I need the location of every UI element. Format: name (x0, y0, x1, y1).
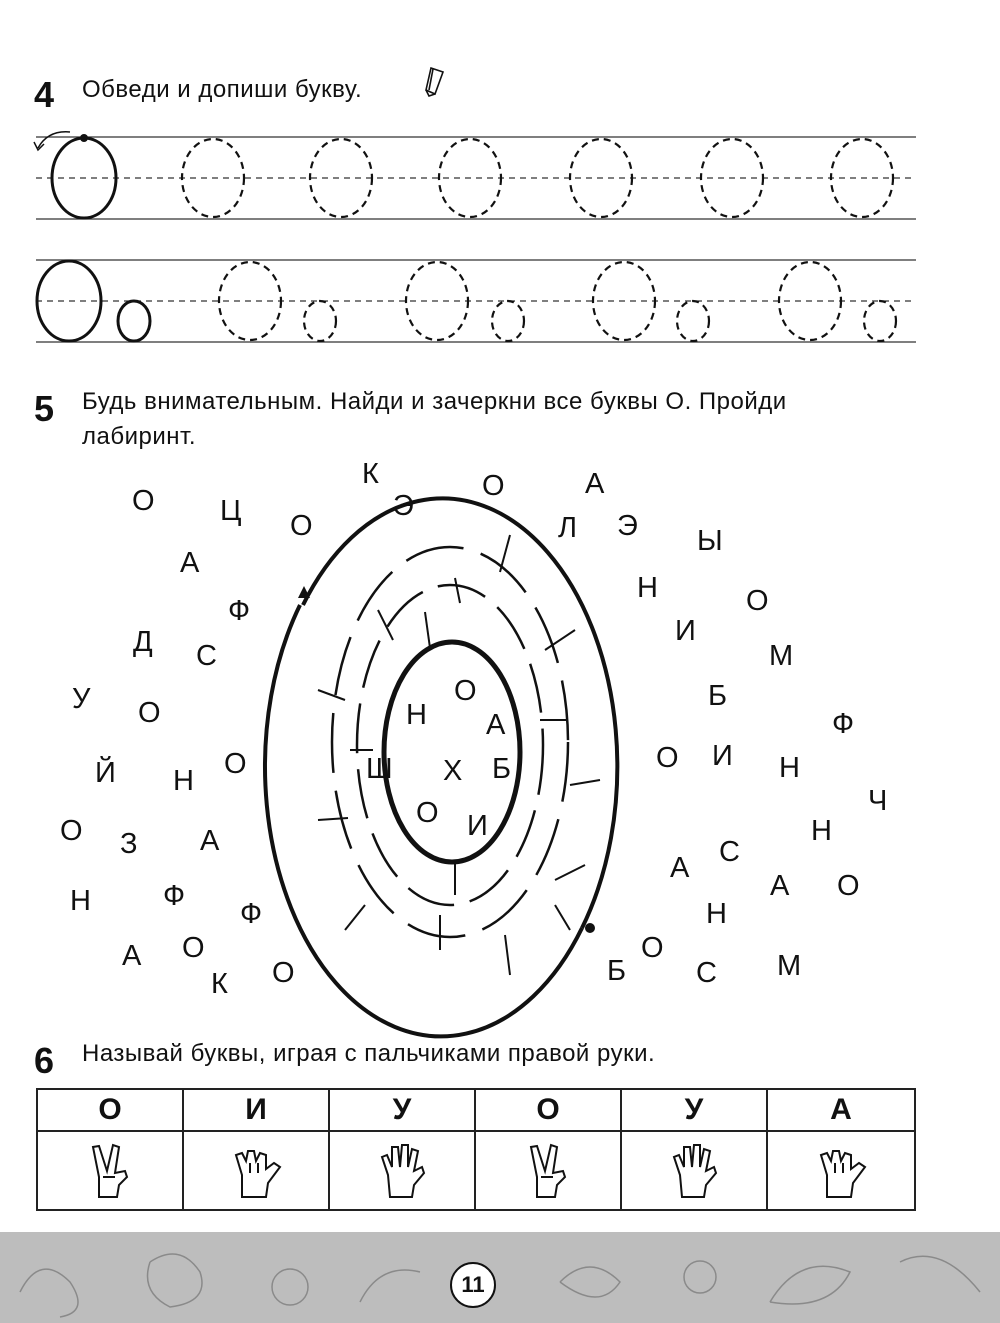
maze-letter: Н (637, 572, 658, 604)
task-6-instruction: Называй буквы, играя с пальчиками правой руки. (82, 1040, 656, 1067)
maze-letter: О (837, 870, 860, 902)
maze-letter: О (641, 932, 664, 964)
maze-letter: Н (779, 752, 800, 784)
task-5-instruction-line2: лабиринт. (82, 423, 197, 450)
maze-letter: Б (708, 680, 728, 712)
maze-letter: С (696, 957, 717, 989)
table-letter: У (622, 1090, 768, 1132)
maze-letter: О (482, 470, 505, 502)
maze-letter: К (211, 968, 228, 1000)
open-hand-icon (330, 1132, 476, 1209)
maze-letter: А (200, 825, 220, 857)
table-letter: И (184, 1090, 330, 1132)
maze-letter: О (272, 957, 295, 989)
maze-letter: Н (406, 699, 427, 731)
open-hand-icon (622, 1132, 768, 1209)
maze-letter: Ц (220, 495, 242, 527)
maze-letter: С (719, 836, 740, 868)
maze-letter: И (467, 810, 488, 842)
v-sign-hand-icon (476, 1132, 622, 1209)
thumb-up-hand-icon (768, 1132, 914, 1209)
maze-letter: Л (558, 512, 578, 544)
maze-letter: Н (173, 765, 194, 797)
maze-letter: К (362, 458, 379, 490)
maze-letter: О (182, 932, 205, 964)
maze-letter: О (224, 748, 247, 780)
maze-letter: О (60, 815, 83, 847)
maze-letter: О (656, 742, 679, 774)
maze-letter: И (712, 740, 733, 772)
maze-letter: О (416, 797, 439, 829)
maze-letter: С (196, 640, 217, 672)
maze-letter: А (486, 709, 506, 741)
maze-letter: А (122, 940, 142, 972)
maze-letter: Ш (366, 753, 393, 785)
table-letter: У (330, 1090, 476, 1132)
letter-gesture-table (36, 1088, 916, 1211)
maze-letter: Б (607, 955, 627, 987)
maze-letter: О (138, 697, 161, 729)
maze (265, 498, 617, 1036)
maze-letter: О (746, 585, 769, 617)
table-letter: А (768, 1090, 914, 1132)
task-5-number: 5 (34, 388, 55, 429)
maze-letter: А (585, 468, 605, 500)
maze-letter: А (670, 852, 690, 884)
page-number: 11 (450, 1262, 496, 1308)
maze-letter: Ы (697, 525, 723, 557)
maze-letter: О (454, 675, 477, 707)
maze-end-dot (585, 923, 595, 933)
task-5-instruction-line1: Будь внимательным. Найди и зачеркни все буквы О. Пройди (82, 388, 787, 415)
maze-letter: З (120, 828, 138, 860)
maze-letter: А (180, 547, 200, 579)
maze-letter: А (770, 870, 790, 902)
maze-letter: Ф (832, 708, 855, 740)
maze-letter: Б (492, 753, 512, 785)
maze-letter: Н (706, 898, 727, 930)
maze-letter: Ч (868, 785, 888, 817)
decorative-footer (0, 1232, 1000, 1323)
task-4-instruction: Обведи и допиши букву. (82, 76, 363, 103)
maze-letter: М (777, 950, 802, 982)
maze-letter: О (290, 510, 313, 542)
maze-letter: Ф (228, 595, 251, 627)
task-4-number: 4 (34, 74, 55, 115)
maze-letter: Э (393, 490, 414, 522)
maze-letter: Н (811, 815, 832, 847)
maze-letter: Ф (163, 880, 186, 912)
table-letter: О (476, 1090, 622, 1132)
task-6-number: 6 (34, 1040, 55, 1081)
maze-letter: Н (70, 885, 91, 917)
thumb-up-hand-icon (184, 1132, 330, 1209)
v-sign-hand-icon (38, 1132, 184, 1209)
maze-letter: Д (133, 626, 153, 658)
maze-letter: Х (443, 755, 463, 787)
maze-letter: Ф (240, 898, 263, 930)
maze-letter: У (72, 683, 91, 715)
maze-letter: Э (617, 510, 638, 542)
maze-letter: Й (95, 757, 116, 789)
maze-letter: О (132, 485, 155, 517)
maze-letter: И (675, 615, 696, 647)
maze-letter: М (769, 640, 794, 672)
table-letter: О (38, 1090, 184, 1132)
